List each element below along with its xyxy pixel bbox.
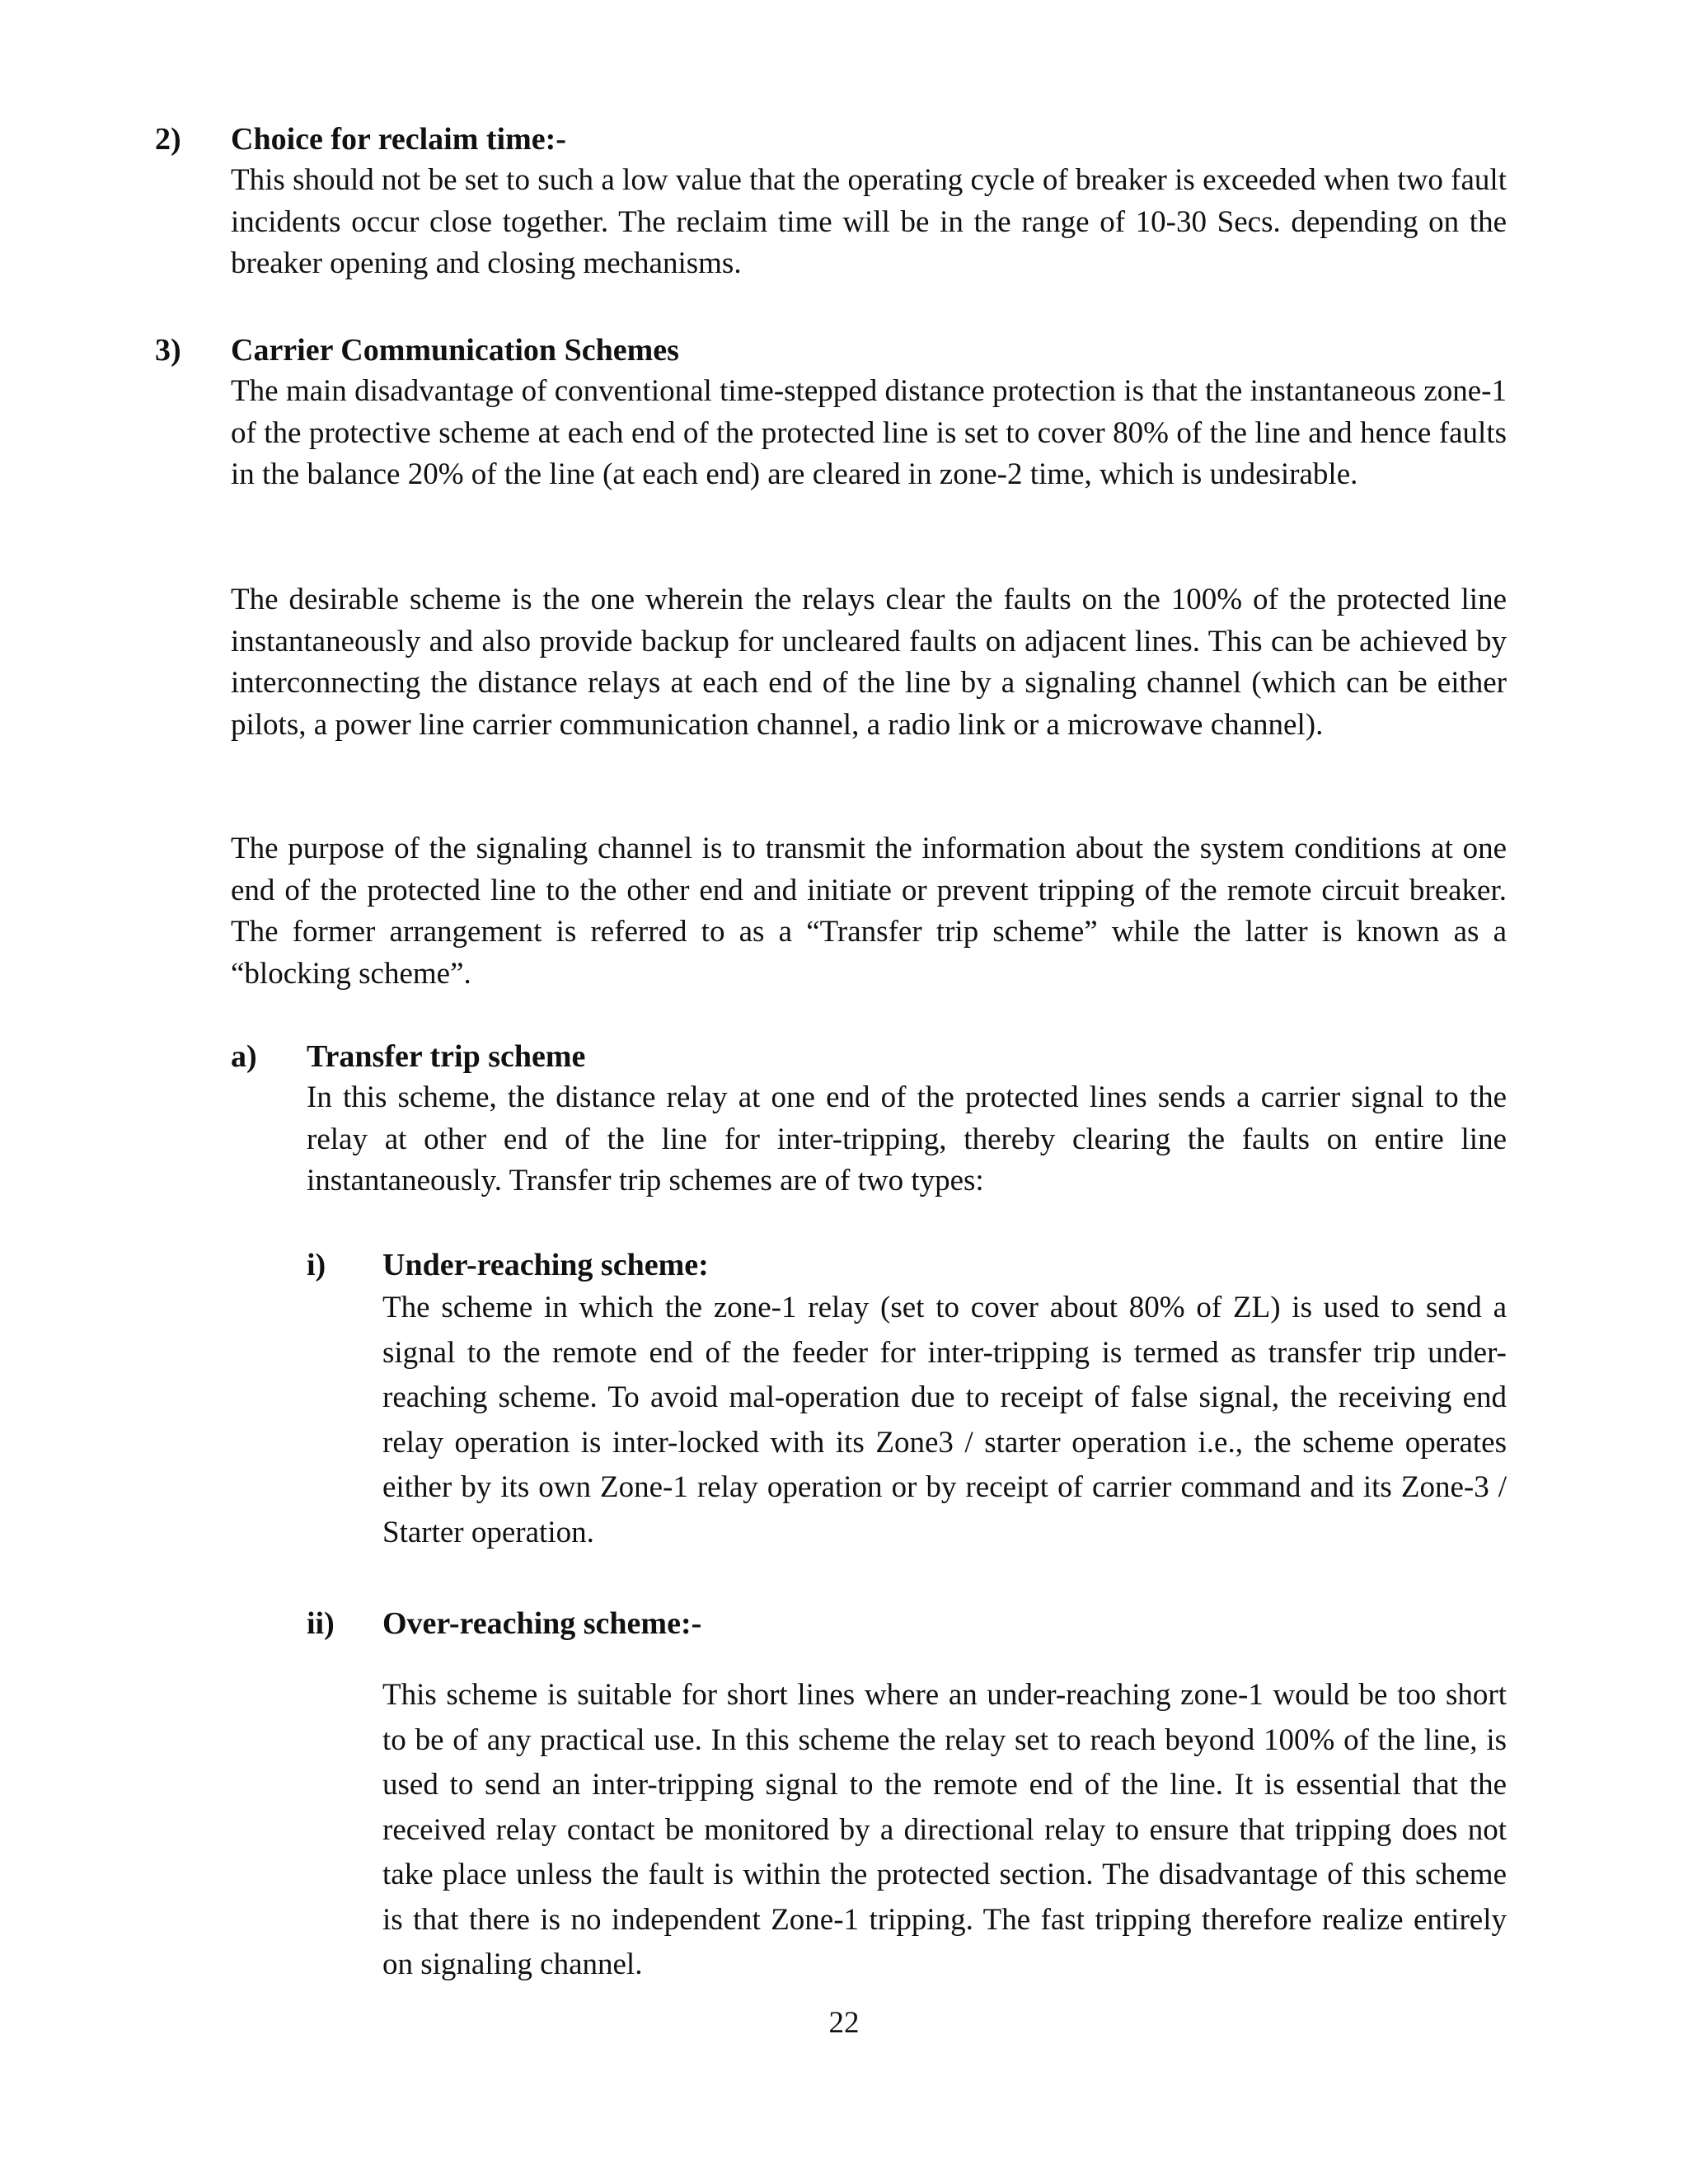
section-number: 3) bbox=[155, 333, 181, 368]
section-heading: Choice for reclaim time:- bbox=[231, 122, 566, 157]
paragraph: The purpose of the signaling channel is to transmit the information about the system conditions at one end of the protected line to the other end and initiate or prevent tripping of the remote circuit breaker. The former arrangement is referred to as a “Transfer trip scheme” while the latter is known as a “blocking scheme”. bbox=[231, 832, 1507, 991]
page-number: 22 bbox=[828, 2006, 860, 2040]
subsection-heading: Transfer trip scheme bbox=[307, 1039, 586, 1074]
section-number: 2) bbox=[155, 122, 181, 157]
paragraph: This scheme is suitable for short lines where an under-reaching zone-1 would be too short to be of any practical use. In this scheme the relay set to reach beyond 100% of the line, is used to send an inter-tripping signal to the remote end of the line. It is essential that the received relay contact be monitored by a directional relay to ensure that tripping does not take place unless the fault is within the protected section. The disadvantage of this scheme is that there is no independent Zone-1 tripping. The fast tripping therefore realize entirely on signaling channel. bbox=[382, 1678, 1507, 1981]
paragraph: In this scheme, the distance relay at one end of the protected lines sends a carrier signal to the relay at other end of the line for inter-tripping, thereby clearing the faults on entire line instantaneously. Transfer trip schemes are of two types: bbox=[307, 1080, 1507, 1197]
paragraph: The desirable scheme is the one wherein the relays clear the faults on the 100% of the protected line instantaneously and also provide backup for uncleared faults on adjacent lines. This can be achieved by interconnecting the distance relays at each end of the line by a signaling channel (which can be either pilots, a power line carrier communication channel, a radio link or a microwave channel). bbox=[231, 583, 1507, 742]
section-heading: Carrier Communication Schemes bbox=[231, 333, 679, 368]
subsubsection-heading: Over-reaching scheme:- bbox=[382, 1606, 702, 1641]
paragraph: The scheme in which the zone-1 relay (set to cover about 80% of ZL) is used to send a signal to the remote end of the feeder for inter-tripping is termed as transfer trip under- reaching scheme. To avoid mal-operation due to receipt of false signal, the receiving end relay operation is inter-locked with its Zone3 / starter operation i.e., the scheme operates either by its own Zone-1 relay operation or by receipt of carrier command and its Zone-3 / Starter operation. bbox=[382, 1291, 1507, 1549]
subsection-number: a) bbox=[231, 1039, 257, 1074]
subsubsection-number: ii) bbox=[307, 1606, 335, 1641]
paragraph: This should not be set to such a low value that the operating cycle of breaker is exceeded when two fault incidents occur close together. The reclaim time will be in the range of 10-30 Secs. depending on the breaker opening and closing mechanisms. bbox=[231, 163, 1507, 280]
subsubsection-heading: Under-reaching scheme: bbox=[382, 1248, 709, 1282]
paragraph: The main disadvantage of conventional time-stepped distance protection is that the instantaneous zone-1 of the protective scheme at each end of the protected line is set to cover 80% of the line and hence faults in the balance 20% of the line (at each end) are cleared in zone-2 time, which is undesirable. bbox=[231, 374, 1507, 491]
subsubsection-number: i) bbox=[307, 1248, 326, 1282]
